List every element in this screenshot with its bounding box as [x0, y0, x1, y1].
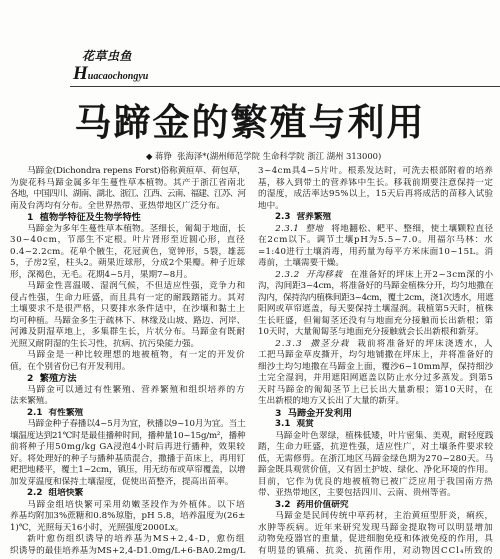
text-line — [27, 385, 246, 397]
line-text: 天时马蹄金的匍匐茎节上已长出大量新根；第10天时，在 — [258, 384, 494, 395]
paragraph — [10, 350, 246, 373]
header-rule — [70, 86, 500, 87]
text-line — [10, 442, 246, 454]
paragraph-lead: 2.3.1 整地 — [275, 223, 324, 234]
text-line — [258, 189, 494, 201]
line-text: 马蹄金组培快繁可采用幼嫩茎段作为外植体。以下培 — [27, 499, 246, 510]
text-line — [10, 270, 246, 282]
line-text: 低，无需修剪。在浙江地区马蹄金绿色期为270~280天。马 — [258, 453, 494, 464]
text-line — [258, 523, 494, 535]
paragraph — [258, 339, 494, 408]
line-text: 工把马蹄金草皮撕开，均匀地铺撒在坪床上，并将准备好的 — [258, 350, 494, 360]
text-line — [10, 304, 246, 316]
byline: ◆ 蒋铮 张海泽*(湖州师范学院 生命科学院 浙江 湖州 313000) — [146, 151, 382, 161]
text-line — [258, 465, 494, 477]
line-text: 沟，沟间距3~4cm，将准备好的马蹄金植株分开，均匀地撒在 — [258, 281, 494, 291]
line-text: 土壤要求不是很严格，只要排水条件适中，在沙壤和黏土上 — [10, 304, 246, 314]
line-text: 法来繁殖。 — [10, 396, 53, 406]
text-line — [258, 546, 494, 558]
section-heading: 1 植物学特征及生物学特性 — [27, 212, 141, 223]
line-text: 生长旺盛，但匍匐茎还没有与地面充分接触而长出新根；第 — [258, 315, 494, 326]
line-text: 马蹄金可以通过有性繁殖、营养繁殖和组织培养的方 — [27, 384, 246, 395]
line-text: 土完全湿润，并用遮阳网遮盖以防止水分过多蒸发。到第5 — [258, 373, 494, 383]
line-text: 马蹄金(Dichondra repens Forst)俗称黄疸草、荷包草， — [27, 166, 246, 176]
text-line — [258, 396, 494, 408]
text-line — [275, 224, 494, 236]
line-text: 耙把地耧平，覆土1~2cm，镇压，用无纺布或草帘覆盖，以增 — [10, 465, 246, 475]
text-line — [258, 373, 494, 385]
paragraph — [258, 511, 494, 557]
text-line — [258, 327, 494, 339]
column-pinyin: Huacaochongyu — [73, 63, 149, 84]
line-text: 光照又耐阴湿的生长习性，抗病、抗污染能力强。 — [10, 338, 200, 349]
line-text: 马蹄金性喜温暖、湿润气候，不但适应性强，竞争力和 — [27, 281, 246, 291]
text-line — [258, 281, 494, 293]
line-text: 带、亚热带地区，主要包括四川、云南、贵州等省。 — [258, 488, 456, 498]
line-text: 马蹄金为多年生蔓性草本植物。茎细长，匍匐于地面，长 — [27, 223, 246, 234]
text-line — [275, 431, 494, 443]
line-text: 蹄金既具观赏价值，又有固土护坡、绿化、净化环境的作用。 — [258, 465, 494, 475]
line-text: 马蹄金叶色翠绿，植株低矮，叶片密集、美观，耐轻度践 — [275, 430, 494, 441]
line-text: 前将种子用50mg/kg GA浸泡4小时后再进行播种，效果较 — [10, 442, 246, 452]
text-line — [10, 201, 246, 213]
line-text: 侵占性强，生命力旺盛，而且具有一定的耐践踏能力。其对 — [10, 292, 246, 303]
line-text: 马蹄金种子春播以4~5月为宜，秋播以9~10月为宜。当土 — [27, 419, 246, 429]
text-line — [258, 454, 494, 466]
line-text: 毒前，土壤需要干燥。 — [258, 258, 344, 268]
line-text: 壤温度达到21℃时是最佳播种时间，播种量10~15g/m²，播种 — [10, 430, 246, 441]
article-title: 马蹄金的繁殖与利用 — [74, 100, 426, 144]
line-text: =1:40进行土壤消毒，用药量为每平方米床面10~15L。消 — [258, 246, 494, 257]
text-line — [27, 534, 246, 546]
line-text: 有明显的镇痛、抗炎、抗菌作用，对动物因CCl₄所致的 — [258, 545, 494, 556]
line-text: 1)℃，光照每天16小时，光照强度2000Lx。 — [10, 522, 184, 533]
text-line — [258, 316, 494, 328]
text-line — [275, 339, 494, 351]
text-line — [10, 477, 246, 489]
paragraph — [258, 166, 494, 212]
text-line — [258, 178, 494, 190]
text-line — [27, 500, 246, 512]
text-line — [10, 546, 246, 558]
paragraph — [258, 224, 494, 270]
text-line — [275, 270, 494, 282]
paragraph-lead: 2.3.3 撒茎分栽 — [275, 338, 350, 349]
text-line — [10, 523, 246, 535]
subsection-heading: 3.1 观赏 — [275, 419, 314, 429]
text-line — [10, 178, 246, 190]
text-line — [10, 511, 246, 523]
text-line — [10, 396, 246, 408]
line-text: 0.4~2.2cm。花单个腋生，花冠黄色，宽钟形，5裂，雄蕊 — [10, 246, 246, 257]
text-line — [10, 339, 246, 351]
left-column — [10, 166, 246, 557]
line-text: 新叶愈伤组织诱导的培养基为MS+2,4-D，愈伤组 — [27, 534, 246, 544]
line-text: 栽前将准备好的坪床浇透水，人 — [357, 338, 494, 349]
text-line — [27, 281, 246, 293]
text-line — [10, 362, 246, 374]
subsection-heading: 2.1 有性繁殖 — [27, 407, 84, 418]
paragraph — [10, 224, 246, 282]
paragraph — [10, 500, 246, 535]
section-heading: 2 繁殖方法 — [27, 373, 77, 384]
line-text: 织诱导的最佳培养基为MS+2,4-D1.0mg/L+6-BA0.2mg/L — [10, 545, 246, 556]
line-text: 好。将处理好的种子与播种基质混合，撒播于苗床上，再用钉 — [10, 453, 246, 464]
text-line — [10, 465, 246, 477]
line-text: 均可种植。马蹄金多生于疏林下、林缘及山坡、路边、河岸、 — [10, 315, 246, 326]
text-line — [10, 189, 246, 201]
text-line — [258, 166, 494, 178]
line-text: 河滩及阴湿草地上，多集群生长，片状分布。马蹄金有既耐 — [10, 327, 246, 337]
line-text: 的湿度，成活率达95%以上，15天后再将成活的苗移入试验 — [258, 189, 494, 199]
line-text: 养基均附加3%蔗糖和0.8%琼脂，pH 5.8，培养温度为(26± — [10, 511, 246, 521]
text-line — [258, 385, 494, 397]
text-line — [27, 419, 246, 431]
line-text: 南及台湾均有分布。全世界热带、亚热带地区广泛分布。 — [10, 200, 225, 211]
paragraph — [258, 270, 494, 339]
text-line — [10, 327, 246, 339]
line-text: 目前，它作为优良的地被植物已被广泛应用于我国南方热 — [258, 476, 494, 487]
text-line — [258, 235, 494, 247]
paragraph — [258, 431, 494, 500]
line-text: 细沙土均匀地撒在马蹄金上面，覆沙6~10mm厚，保持细沙 — [258, 361, 494, 372]
line-text: 加发芽温度和保持土壤湿度，促使出苗整齐，提高出苗率。 — [10, 476, 234, 487]
line-text: 水肿等疾病。近年来研究发现马蹄金提取物可以明显增加 — [258, 522, 494, 533]
line-text: 生出新根的地方又长出了大量的新芽。 — [258, 396, 405, 406]
subsection-heading: 2.2 组培快繁 — [27, 488, 84, 498]
text-line — [275, 511, 494, 523]
text-line — [10, 235, 246, 247]
text-line — [27, 350, 246, 362]
section-heading: 3 马蹄金开发利用 — [275, 407, 353, 419]
text-line — [258, 247, 494, 259]
line-text: 形，深褐色，无毛。花期4~5月，果期7~8月。 — [10, 269, 193, 280]
paragraph — [10, 534, 246, 557]
text-line — [258, 477, 494, 489]
text-line — [10, 454, 246, 466]
line-text: 在2cm以下。调节土壤pH为5.5~7.0。用福尔马林：水 — [258, 235, 494, 245]
text-line — [27, 166, 246, 178]
line-text: 值，在个别省份已有开发利用。 — [10, 361, 131, 372]
line-text: 30~40cm，节部生不定根。叶片肾形至近圆心形，直径 — [10, 235, 246, 245]
line-text: 各地，中国四川、湖南、湖北、浙江、江西、云南、福建、江苏、河 — [10, 189, 246, 199]
text-line — [10, 316, 246, 328]
text-line — [258, 488, 494, 500]
line-text: 马蹄金是民间传统中草药材，主治黄疸型肝炎，痢疾， — [275, 511, 494, 521]
text-line — [258, 258, 494, 270]
text-line — [258, 201, 494, 213]
line-text: 踏，生命力旺盛，抗逆性强，适应性广，对土壤条件要求较 — [258, 442, 494, 452]
text-line — [258, 350, 494, 362]
line-text: 基，移入到带土的营养钵中生长。移栽前期要注意保持一定 — [258, 177, 494, 188]
text-line — [10, 258, 246, 270]
line-text: 沟内，保持沟内植株间距3~4cm，覆土2cm，浇1次透水，用遮 — [258, 292, 494, 303]
line-text: 3~4cm具4~5片叶。根系发达时，可洗去根部附着的培养 — [258, 166, 494, 176]
text-line — [10, 293, 246, 305]
text-line — [27, 224, 246, 236]
text-line — [258, 442, 494, 454]
subsection-heading: 3.2 药用价值研究 — [275, 499, 349, 510]
line-text: 地中。 — [258, 200, 284, 211]
paragraph — [10, 281, 246, 350]
line-text: 阳网或草帘遮盖，每天要保持土壤湿润。栽植第5天时，植株 — [258, 304, 494, 314]
subsection-heading: 2.3 营养繁殖 — [275, 212, 332, 222]
paragraph — [10, 166, 246, 212]
line-text: 在准备好的坪床上开2~3cm深的小 — [350, 269, 494, 280]
text-line — [258, 362, 494, 374]
paragraph-lead: 2.3.2 开沟移栽 — [275, 269, 343, 280]
text-line — [258, 534, 494, 546]
text-line — [258, 293, 494, 305]
text-line — [258, 304, 494, 316]
line-text: 将地翻松、耙平、整细，使土壤颗粒直径 — [331, 223, 494, 234]
line-text: 5，子房2室，柱头2。蒴果近球形，分成2个果瓣。种子近球 — [10, 258, 246, 268]
text-line — [10, 247, 246, 259]
paragraph — [10, 419, 246, 488]
column-name: 花草虫鱼 — [82, 49, 133, 63]
paragraph — [10, 385, 246, 408]
right-column — [258, 166, 494, 557]
line-text: 动物免疫器官的重量，促进细胞免疫和体液免疫的作用，具 — [258, 534, 494, 544]
line-text: 马蹄金是一种比较理想的地被植物，有一定的开发价 — [27, 350, 246, 360]
text-line — [10, 431, 246, 443]
line-text: 为旋花科马蹄金属多年生蔓性草本植物。其产于浙江省南北 — [10, 177, 246, 188]
line-text: 10天时，大量匍匐茎与地面充分接触就会长出新根和新芽。 — [258, 327, 484, 337]
